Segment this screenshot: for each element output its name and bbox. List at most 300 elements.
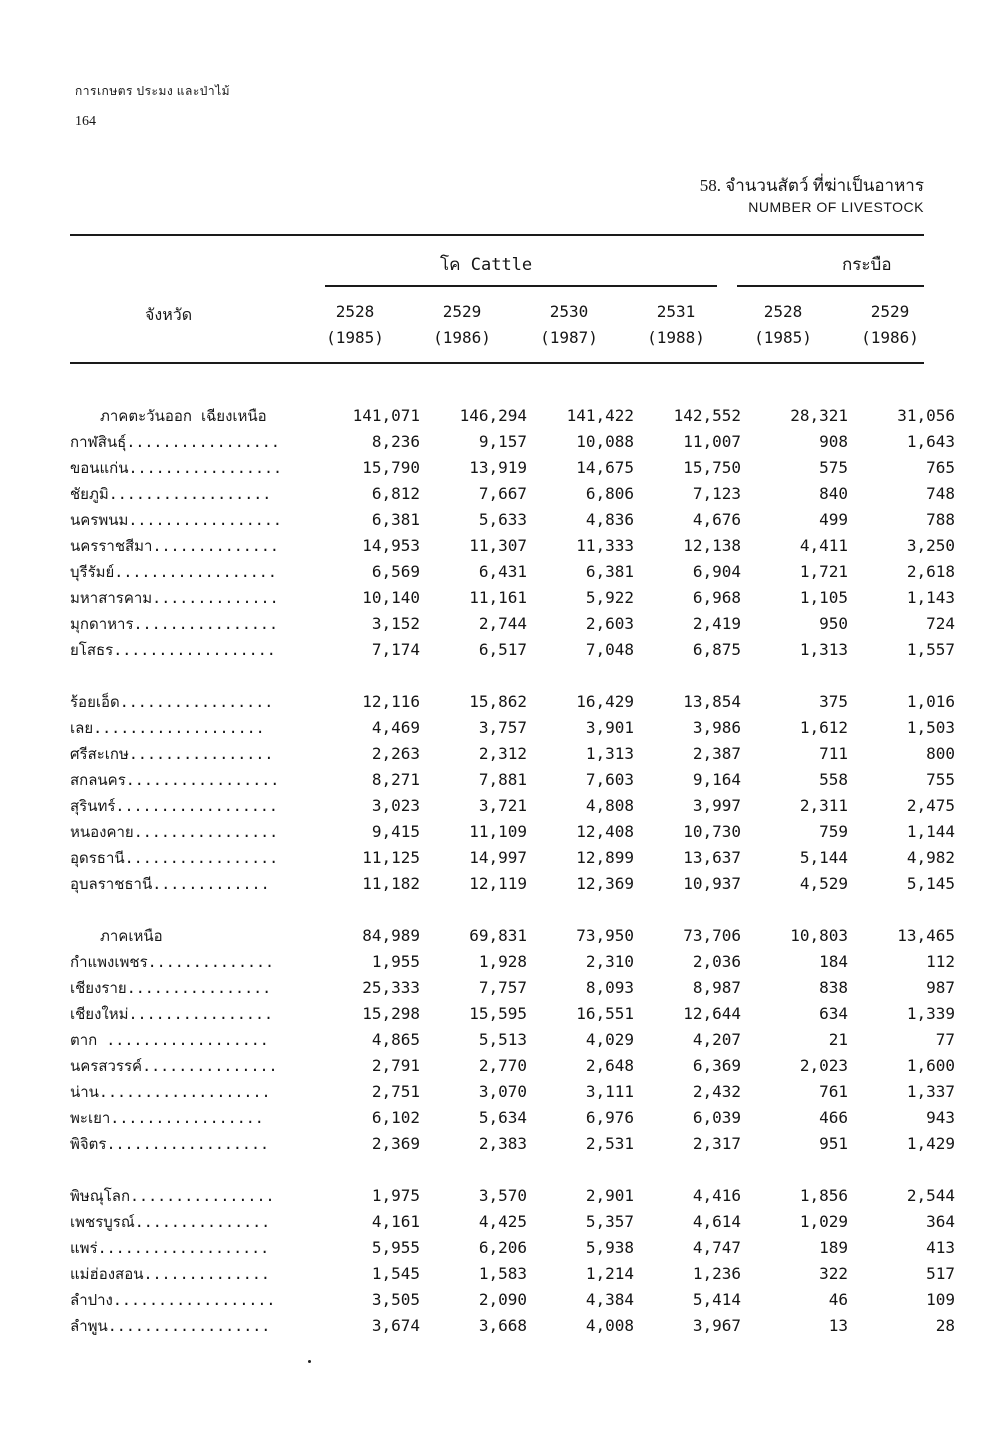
province-name: ตาก ..................: [70, 1031, 269, 1049]
province-name: บุรีรัมย์..................: [70, 563, 277, 581]
cell-value: 1,955: [371, 952, 420, 971]
cell-value: [420, 663, 527, 689]
cell-value: 109: [926, 1290, 955, 1309]
cell-value: [420, 897, 527, 923]
table-row: [70, 689, 955, 715]
province-name: อุบลราชธานี.............: [70, 875, 270, 893]
cell-value: 3,111: [585, 1082, 634, 1101]
cell-value: 14,675: [576, 458, 634, 477]
province-name: กำแพงเพชร..............: [70, 953, 275, 971]
cell-value: [527, 1157, 634, 1183]
cell-value: 5,633: [478, 510, 527, 529]
table-row: [70, 1001, 955, 1027]
header-bottom-rule: [70, 362, 924, 364]
year-header: [412, 299, 512, 351]
cell-value: 142,552: [673, 406, 741, 425]
province-name: ขอนแก่น.................: [70, 459, 283, 477]
cell-value: 2,618: [906, 562, 955, 581]
cell-value: 2,383: [478, 1134, 527, 1153]
cell-value: 10,937: [683, 874, 741, 893]
cell-value: 840: [819, 484, 848, 503]
cell-value: [848, 897, 955, 923]
table-row: [70, 949, 955, 975]
livestock-table: [70, 403, 955, 1339]
table-body: [70, 403, 955, 1339]
cell-value: 950: [819, 614, 848, 633]
cell-value: 517: [926, 1264, 955, 1283]
cell-value: 6,369: [692, 1056, 741, 1075]
table-row: [70, 1079, 955, 1105]
cell-value: 12,119: [469, 874, 527, 893]
cell-value: 5,513: [478, 1030, 527, 1049]
province-name: เชียงใหม่................: [70, 1005, 274, 1023]
cell-value: 943: [926, 1108, 955, 1127]
province-name: ชัยภูมิ..................: [70, 485, 272, 503]
cell-value: 1,721: [799, 562, 848, 581]
cell-value: 6,569: [371, 562, 420, 581]
cell-value: 3,250: [906, 536, 955, 555]
table-row: [70, 845, 955, 871]
cell-value: 7,048: [585, 640, 634, 659]
cell-value: 12,116: [362, 692, 420, 711]
cell-value: [848, 1157, 955, 1183]
table-row: [70, 1261, 955, 1287]
running-title: การเกษตร ประมง และป่าไม้: [75, 84, 231, 98]
cell-value: 1,429: [906, 1134, 955, 1153]
cell-value: [527, 897, 634, 923]
cell-value: 724: [926, 614, 955, 633]
cell-value: 987: [926, 978, 955, 997]
cell-value: 77: [935, 1030, 955, 1049]
cell-value: 759: [819, 822, 848, 841]
cell-value: 73,950: [576, 926, 634, 945]
cell-value: 12,138: [683, 536, 741, 555]
cell-value: 10,803: [790, 926, 848, 945]
cell-value: 755: [926, 770, 955, 789]
cell-value: 7,603: [585, 770, 634, 789]
cell-value: 7,881: [478, 770, 527, 789]
cell-value: [741, 897, 848, 923]
spacer-row: [70, 897, 955, 923]
province-name: มุกดาหาร................: [70, 615, 278, 633]
cell-value: 141,071: [352, 406, 420, 425]
cell-value: 2,475: [906, 796, 955, 815]
cell-value: 141,422: [566, 406, 634, 425]
cell-value: 8,236: [371, 432, 420, 451]
spacer-row: [70, 663, 955, 689]
cell-value: 4,411: [799, 536, 848, 555]
cell-value: 11,307: [469, 536, 527, 555]
cell-value: 765: [926, 458, 955, 477]
cell-value: 6,968: [692, 588, 741, 607]
cell-value: 5,955: [371, 1238, 420, 1257]
cell-value: 25,333: [362, 978, 420, 997]
table-row: [70, 429, 955, 455]
cell-value: 6,381: [585, 562, 634, 581]
cell-value: 1,339: [906, 1004, 955, 1023]
province-name: แม่ฮ่องสอน..............: [70, 1265, 270, 1283]
cell-value: 184: [819, 952, 848, 971]
province-name: นครราชสีมา..............: [70, 537, 279, 555]
cell-value: 10,088: [576, 432, 634, 451]
cell-value: 1,975: [371, 1186, 420, 1205]
cell-value: 375: [819, 692, 848, 711]
cell-value: 1,557: [906, 640, 955, 659]
cell-value: 15,862: [469, 692, 527, 711]
cell-value: 4,747: [692, 1238, 741, 1257]
cell-value: 2,744: [478, 614, 527, 633]
cell-value: 5,922: [585, 588, 634, 607]
province-name: อุดรธานี.................: [70, 849, 279, 867]
cell-value: 413: [926, 1238, 955, 1257]
cell-value: 10,140: [362, 588, 420, 607]
province-name: [70, 1157, 315, 1183]
cell-value: [741, 663, 848, 689]
year-header-thai: 2528: [335, 302, 375, 321]
cell-value: 112: [926, 952, 955, 971]
year-header-gregorian: (1985): [754, 328, 812, 347]
cell-value: 12,408: [576, 822, 634, 841]
cell-value: 1,313: [585, 744, 634, 763]
cell-value: 1,236: [692, 1264, 741, 1283]
cell-value: 499: [819, 510, 848, 529]
cell-value: 6,381: [371, 510, 420, 529]
table-row: [70, 793, 955, 819]
cell-value: [315, 1157, 420, 1183]
cell-value: 322: [819, 1264, 848, 1283]
cell-value: 1,643: [906, 432, 955, 451]
year-header-thai: 2529: [870, 302, 910, 321]
cell-value: 14,953: [362, 536, 420, 555]
cell-value: 3,757: [478, 718, 527, 737]
province-name: นครพนม.................: [70, 511, 282, 529]
cell-value: 2,432: [692, 1082, 741, 1101]
cell-value: 11,161: [469, 588, 527, 607]
cell-value: 3,070: [478, 1082, 527, 1101]
cell-value: 1,143: [906, 588, 955, 607]
cell-value: 2,791: [371, 1056, 420, 1075]
province-name: ลำปาง..................: [70, 1291, 276, 1309]
cell-value: 2,770: [478, 1056, 527, 1075]
cell-value: 575: [819, 458, 848, 477]
table-row: [70, 507, 955, 533]
cell-value: 2,311: [799, 796, 848, 815]
table-row: [70, 585, 955, 611]
cell-value: [848, 663, 955, 689]
cell-value: 4,614: [692, 1212, 741, 1231]
cell-value: 3,986: [692, 718, 741, 737]
cell-value: 1,545: [371, 1264, 420, 1283]
cell-value: 13,465: [897, 926, 955, 945]
cell-value: 4,865: [371, 1030, 420, 1049]
cell-value: 12,644: [683, 1004, 741, 1023]
cell-value: 7,757: [478, 978, 527, 997]
cell-value: [634, 663, 741, 689]
table-title-english: NUMBER OF LIVESTOCK: [748, 199, 924, 215]
buffalo-group-rule: [737, 285, 924, 287]
cell-value: 4,161: [371, 1212, 420, 1231]
province-name: มหาสารคาม..............: [70, 589, 279, 607]
table-row: [70, 1053, 955, 1079]
year-header: [733, 299, 833, 351]
cell-value: 800: [926, 744, 955, 763]
cell-value: 3,967: [692, 1316, 741, 1335]
table-row: [70, 1287, 955, 1313]
table-row: [70, 533, 955, 559]
cell-value: 4,982: [906, 848, 955, 867]
year-header-gregorian: (1987): [540, 328, 598, 347]
cell-value: 73,706: [683, 926, 741, 945]
cell-value: 3,901: [585, 718, 634, 737]
cell-value: 6,875: [692, 640, 741, 659]
cell-value: 6,039: [692, 1108, 741, 1127]
table-row: [70, 455, 955, 481]
cell-value: 8,987: [692, 978, 741, 997]
cell-value: 1,856: [799, 1186, 848, 1205]
cell-value: 4,416: [692, 1186, 741, 1205]
cell-value: 189: [819, 1238, 848, 1257]
cell-value: 11,007: [683, 432, 741, 451]
group-header-cattle: โค Cattle: [440, 255, 533, 275]
cell-value: 558: [819, 770, 848, 789]
cell-value: 2,317: [692, 1134, 741, 1153]
cell-value: 6,206: [478, 1238, 527, 1257]
year-header-gregorian: (1988): [647, 328, 705, 347]
table-row: [70, 481, 955, 507]
cell-value: 15,750: [683, 458, 741, 477]
cell-value: 2,648: [585, 1056, 634, 1075]
cell-value: 1,337: [906, 1082, 955, 1101]
year-header-gregorian: (1986): [433, 328, 491, 347]
cell-value: 21: [828, 1030, 848, 1049]
cell-value: 84,989: [362, 926, 420, 945]
cell-value: 908: [819, 432, 848, 451]
cell-value: 711: [819, 744, 848, 763]
cell-value: 4,836: [585, 510, 634, 529]
cell-value: 1,029: [799, 1212, 848, 1231]
cell-value: 6,517: [478, 640, 527, 659]
province-name: เลย...................: [70, 719, 265, 737]
cell-value: [634, 897, 741, 923]
cell-value: 4,676: [692, 510, 741, 529]
cell-value: 5,414: [692, 1290, 741, 1309]
cell-value: 1,144: [906, 822, 955, 841]
province-name: เพชรบูรณ์...............: [70, 1213, 271, 1231]
province-name: สุรินทร์..................: [70, 797, 278, 815]
cell-value: 15,595: [469, 1004, 527, 1023]
cell-value: 3,668: [478, 1316, 527, 1335]
stray-dot: [308, 1360, 311, 1363]
cell-value: 3,721: [478, 796, 527, 815]
table-row: [70, 1183, 955, 1209]
cell-value: 4,808: [585, 796, 634, 815]
cell-value: 4,469: [371, 718, 420, 737]
province-name: นครสวรรค์...............: [70, 1057, 278, 1075]
province-name: ศรีสะเกษ................: [70, 745, 274, 763]
cell-value: 2,036: [692, 952, 741, 971]
cell-value: 10,730: [683, 822, 741, 841]
province-name: [70, 663, 315, 689]
cell-value: 5,357: [585, 1212, 634, 1231]
table-row: [70, 1027, 955, 1053]
cell-value: [527, 663, 634, 689]
province-name: ยโสธร..................: [70, 641, 276, 659]
year-header-gregorian: (1985): [326, 328, 384, 347]
table-row: [70, 611, 955, 637]
province-name: ภาคเหนือ: [100, 927, 163, 945]
cell-value: 4,425: [478, 1212, 527, 1231]
table-row: [70, 975, 955, 1001]
cell-value: 28,321: [790, 406, 848, 425]
province-name: พะเยา.................: [70, 1109, 264, 1127]
cell-value: 5,634: [478, 1108, 527, 1127]
cell-value: 7,667: [478, 484, 527, 503]
cell-value: 3,023: [371, 796, 420, 815]
cell-value: 6,102: [371, 1108, 420, 1127]
cell-value: 748: [926, 484, 955, 503]
cell-value: 1,503: [906, 718, 955, 737]
cell-value: 16,551: [576, 1004, 634, 1023]
province-name: น่าน...................: [70, 1083, 271, 1101]
cell-value: 1,928: [478, 952, 527, 971]
cell-value: 69,831: [469, 926, 527, 945]
province-name: กาฬสินธุ์.................: [70, 433, 280, 451]
cell-value: 7,123: [692, 484, 741, 503]
cell-value: 31,056: [897, 406, 955, 425]
province-name: ภาคตะวันออก เฉียงเหนือ: [100, 407, 267, 425]
cattle-group-rule: [325, 285, 717, 287]
cell-value: 15,790: [362, 458, 420, 477]
cell-value: 6,812: [371, 484, 420, 503]
cell-value: 6,806: [585, 484, 634, 503]
table-row: [70, 637, 955, 663]
province-name: พิษณุโลก................: [70, 1187, 275, 1205]
year-header: [840, 299, 940, 351]
cell-value: 6,904: [692, 562, 741, 581]
cell-value: 2,090: [478, 1290, 527, 1309]
cell-value: 1,016: [906, 692, 955, 711]
year-header-thai: 2531: [656, 302, 696, 321]
cell-value: 2,310: [585, 952, 634, 971]
cell-value: 2,751: [371, 1082, 420, 1101]
cell-value: 4,207: [692, 1030, 741, 1049]
cell-value: 6,431: [478, 562, 527, 581]
cell-value: 2,263: [371, 744, 420, 763]
cell-value: 3,505: [371, 1290, 420, 1309]
cell-value: 838: [819, 978, 848, 997]
cell-value: 13,854: [683, 692, 741, 711]
year-header-thai: 2529: [442, 302, 482, 321]
cell-value: 3,152: [371, 614, 420, 633]
cell-value: 14,997: [469, 848, 527, 867]
cell-value: 13,637: [683, 848, 741, 867]
year-header-gregorian: (1986): [861, 328, 919, 347]
cell-value: 9,157: [478, 432, 527, 451]
cell-value: 8,271: [371, 770, 420, 789]
cell-value: 9,415: [371, 822, 420, 841]
cell-value: 146,294: [459, 406, 527, 425]
cell-value: 2,901: [585, 1186, 634, 1205]
cell-value: 634: [819, 1004, 848, 1023]
cell-value: 2,023: [799, 1056, 848, 1075]
table-row: [70, 1105, 955, 1131]
cell-value: 11,125: [362, 848, 420, 867]
spacer-row: [70, 1157, 955, 1183]
cell-value: 6,976: [585, 1108, 634, 1127]
province-name: ลำพูน..................: [70, 1317, 271, 1335]
year-header: [305, 299, 405, 351]
province-name: สกลนคร.................: [70, 771, 280, 789]
cell-value: 8,093: [585, 978, 634, 997]
table-row: [70, 923, 955, 949]
cell-value: 1,583: [478, 1264, 527, 1283]
cell-value: 1,214: [585, 1264, 634, 1283]
cell-value: 1,313: [799, 640, 848, 659]
cell-value: 9,164: [692, 770, 741, 789]
cell-value: 4,029: [585, 1030, 634, 1049]
province-name: ร้อยเอ็ด.................: [70, 693, 274, 711]
cell-value: 5,145: [906, 874, 955, 893]
cell-value: 3,997: [692, 796, 741, 815]
cell-value: 951: [819, 1134, 848, 1153]
cell-value: [634, 1157, 741, 1183]
cell-value: 4,008: [585, 1316, 634, 1335]
top-rule: [70, 234, 924, 236]
cell-value: 13,919: [469, 458, 527, 477]
cell-value: 2,419: [692, 614, 741, 633]
table-row: [70, 1235, 955, 1261]
table-row: [70, 559, 955, 585]
cell-value: 11,333: [576, 536, 634, 555]
cell-value: 7,174: [371, 640, 420, 659]
year-header-thai: 2528: [763, 302, 803, 321]
table-title-thai: 58. จำนวนสัตว์ ที่ฆ่าเป็นอาหาร: [699, 176, 924, 195]
cell-value: 1,600: [906, 1056, 955, 1075]
province-name: หนองคาย................: [70, 823, 279, 841]
year-header: [519, 299, 619, 351]
table-row: [70, 819, 955, 845]
cell-value: [315, 897, 420, 923]
province-name: [70, 897, 315, 923]
cell-value: 5,938: [585, 1238, 634, 1257]
cell-value: 1,612: [799, 718, 848, 737]
table-row: [70, 1209, 955, 1235]
province-column-header: จังหวัด: [145, 307, 193, 324]
cell-value: 28: [935, 1316, 955, 1335]
province-name: เชียงราย................: [70, 979, 272, 997]
cell-value: 4,384: [585, 1290, 634, 1309]
cell-value: 1,105: [799, 588, 848, 607]
cell-value: 466: [819, 1108, 848, 1127]
page-number: 164: [75, 114, 96, 129]
cell-value: 364: [926, 1212, 955, 1231]
cell-value: 2,387: [692, 744, 741, 763]
cell-value: 2,544: [906, 1186, 955, 1205]
cell-value: 11,109: [469, 822, 527, 841]
table-row: [70, 1131, 955, 1157]
cell-value: [741, 1157, 848, 1183]
cell-value: 2,369: [371, 1134, 420, 1153]
cell-value: [420, 1157, 527, 1183]
cell-value: 16,429: [576, 692, 634, 711]
group-header-buffalo: กระบือ: [842, 255, 892, 274]
cell-value: 11,182: [362, 874, 420, 893]
table-row: [70, 403, 955, 429]
cell-value: 3,570: [478, 1186, 527, 1205]
table-row: [70, 871, 955, 897]
province-name: พิจิตร..................: [70, 1135, 270, 1153]
cell-value: 3,674: [371, 1316, 420, 1335]
